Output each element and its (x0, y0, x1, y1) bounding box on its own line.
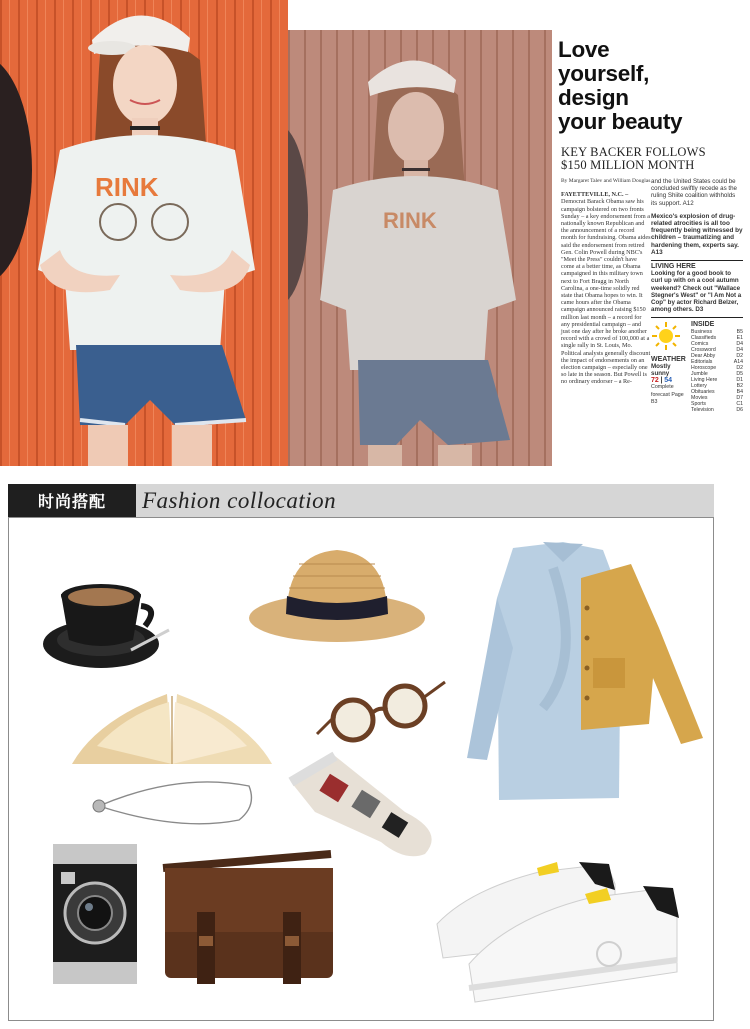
subhead-line-2: $150 MILLION MONTH (561, 158, 695, 172)
newspaper-byline: By Margaret Talev and William Douglas (561, 178, 651, 184)
index-page: C1 (736, 400, 743, 407)
temp-high: 72 (651, 377, 659, 385)
socks-image (285, 742, 453, 862)
index-section: Sports (691, 400, 706, 407)
index-page: D2 (736, 364, 743, 371)
index-page: D4 (736, 340, 743, 347)
index-page: D6 (736, 406, 743, 413)
headline-line-1: Love (558, 37, 610, 62)
index-section: Crossword (691, 346, 716, 353)
temp-low: 54 (664, 377, 673, 385)
straw-hat-image (247, 540, 427, 646)
index-page: D7 (736, 394, 743, 401)
index-section: Living Here (691, 376, 718, 383)
index-section: Television (691, 406, 714, 413)
inside-index-list (691, 329, 743, 413)
index-page: B4 (736, 388, 743, 395)
index-page: B2 (736, 382, 743, 389)
index-section: Obituaries (691, 388, 715, 395)
newspaper-body-right: and the United States could be concluded swiftly recede as the ruling Shiite coalition withholds its support. A12 (651, 178, 737, 207)
inside-label: INSIDE (691, 321, 715, 329)
glasses-image (313, 676, 449, 746)
index-section: Dear Abby (691, 352, 716, 359)
headline-line-2: yourself, (558, 61, 650, 86)
newspaper-main-column (561, 178, 651, 386)
index-section: Jumble (691, 370, 708, 377)
newspaper-dateline: FAYETTEVILLE, N.C. – (561, 191, 629, 199)
newspaper-story2: Mexico's explosion of drug-related atrocities is all too frequently being witnessed by children – traumatizing and hardening them, experts say. A13 (651, 212, 743, 256)
newspaper-subhead (561, 146, 741, 172)
newspaper-body-left: Democrat Barack Obama saw his campaign bolstered on two fronts Sunday – a key endorsement from a nationally known Republican and the announcement of a record month for fundraising. Obama aides said the endorsement from retired Gen. Colin Powell during NBC's "Meet the Press" couldn't have come at a better time, as Obama campaigned in this military town next to Fort Bragg in North Carolina, a one-time solidly red state that Obama hopes to win. It came hours after the Obama campaign announced raising $150 million last month – a record for any presidential campaign – and just one day after he broke another record with a crowd of 100,000 at a single rally in St. Louis, Mo. Political analysts generally discount the impact of endorsements on an election campaign – especially one so late in the season. But Powell is no ordinary endorser – a Re- (561, 198, 651, 386)
necklace-image (89, 776, 259, 836)
newspaper-side-column (651, 178, 743, 413)
weather-index-box (651, 321, 743, 412)
headline-line-3: design (558, 85, 629, 110)
index-section: Editorials (691, 358, 713, 365)
index-section: Horoscope (691, 364, 717, 371)
open-book-image (67, 672, 277, 772)
living-text: Looking for a good book to curl up with on a cool autumn weekend? Check out "Wallace Stegner's West" or "I Am Not a Cop" by actor Richard Belzer, among others. D3 (651, 270, 742, 314)
sun-icon (651, 321, 681, 351)
fashion-title-cn: 时尚搭配 (8, 484, 136, 517)
living-label: LIVING HERE (651, 263, 696, 271)
index-page: A14 (733, 358, 743, 365)
leather-bag-image (155, 840, 341, 990)
index-page: D1 (736, 376, 743, 383)
svg-text:RINK: RINK (95, 172, 159, 202)
index-section: Business (691, 328, 713, 335)
index-section: Comics (691, 340, 709, 347)
svg-text:RINK: RINK (383, 208, 437, 233)
weather-label: WEATHER (651, 355, 686, 363)
fashion-collage (8, 517, 714, 1021)
index-page: E1 (736, 334, 743, 341)
coffee-cup-image (41, 574, 171, 674)
newspaper-clipping (552, 0, 750, 466)
camera-image (49, 838, 141, 988)
newspaper-headline (558, 38, 738, 134)
index-page: B5 (736, 328, 743, 335)
temperatures: 72 | 54 (651, 377, 673, 385)
model-photo-faded (288, 0, 552, 466)
model-photo-main (0, 0, 288, 466)
subhead-line-1: KEY BACKER FOLLOWS (561, 145, 706, 159)
headline-line-4: your beauty (558, 109, 683, 134)
forecast-link: Complete forecast Page B3 (651, 384, 684, 405)
index-page: D2 (736, 352, 743, 359)
index-page: D5 (736, 370, 743, 377)
fashion-title-en: Fashion collocation (142, 488, 337, 513)
inside-index (691, 321, 743, 412)
newspaper-divider (651, 317, 743, 318)
index-section: Classifieds (691, 334, 717, 341)
newspaper-divider (651, 260, 743, 261)
sneakers-image (429, 854, 707, 1014)
denim-shirt-cardigan-image (453, 538, 707, 810)
index-section: Movies (691, 394, 708, 401)
weather-text: Mostly sunny (651, 362, 671, 378)
index-page: D4 (736, 346, 743, 353)
index-section: Lottery (691, 382, 707, 389)
weather-box (651, 321, 687, 412)
index-row (691, 407, 743, 413)
